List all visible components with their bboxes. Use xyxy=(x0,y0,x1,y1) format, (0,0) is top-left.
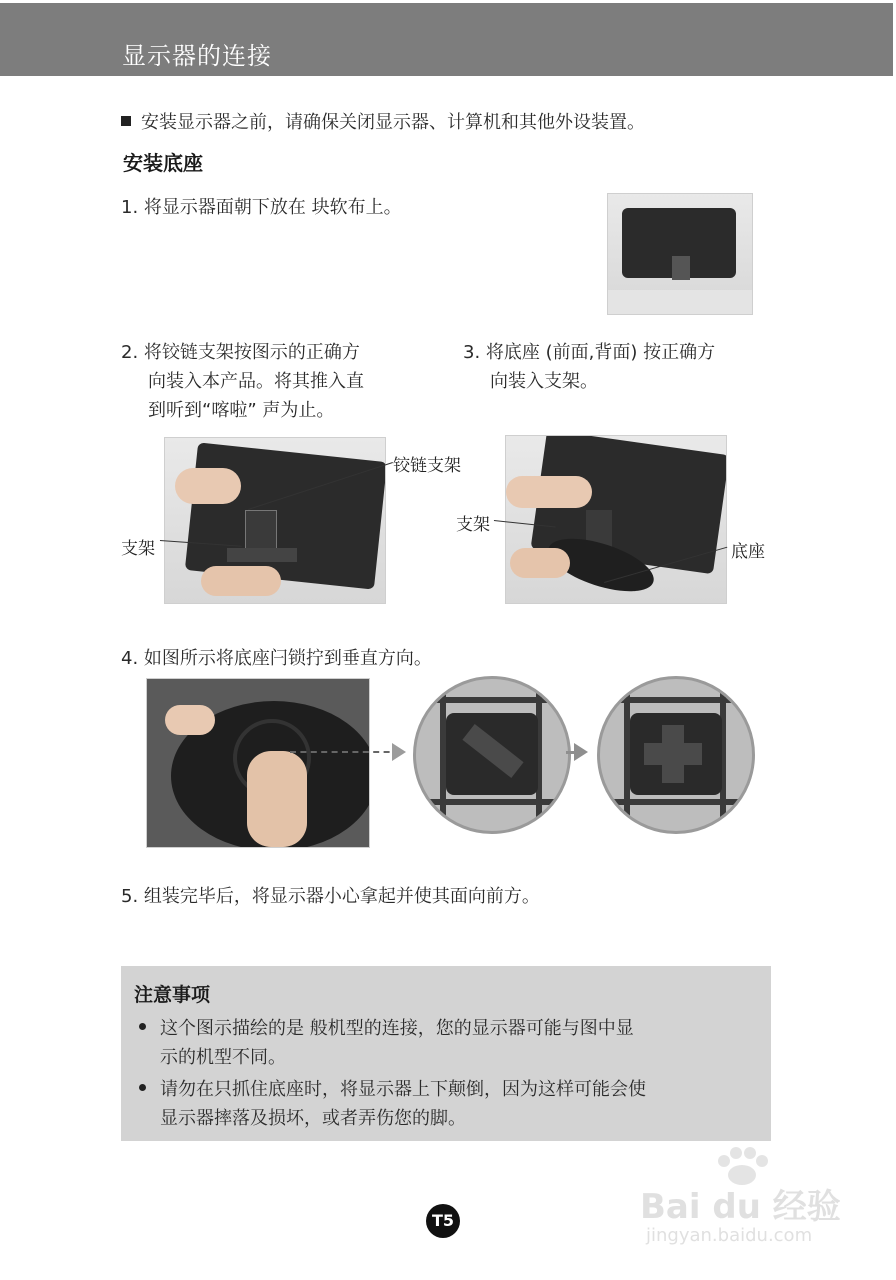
step-1-text: 1. 将显示器面朝下放在 块软布上。 xyxy=(121,197,402,218)
step-3-line-1: 3. 将底座 (前面,背面) 按正确方 xyxy=(463,342,716,363)
note-bullet-1-line-1: 这个图示描绘的是 般机型的连接，您的显示器可能与图中显 xyxy=(160,1018,634,1039)
label-stand-right: 支架 xyxy=(456,515,490,535)
label-base: 底座 xyxy=(731,542,765,562)
label-hinge-bracket: 铰链支架 xyxy=(393,456,461,476)
intro-line xyxy=(121,108,645,137)
label-stand-left: 支架 xyxy=(121,539,155,559)
section-heading: 安装底座 xyxy=(123,151,203,175)
closeup-latch-before xyxy=(413,676,571,834)
note-bullet-2-line-2: 显示器摔落及损坏，或者弄伤您的脚。 xyxy=(160,1108,466,1129)
intro-text: 安装显示器之前，请确保关闭显示器、计算机和其他外设装置。 xyxy=(141,112,645,133)
arrow-shaft xyxy=(566,751,578,754)
note-title: 注意事项 xyxy=(134,984,211,1006)
bullet-dot-icon xyxy=(139,1084,146,1091)
step-3-line-2: 向装入支架。 xyxy=(490,371,598,392)
step-4-text: 4. 如图所示将底座闩锁拧到垂直方向。 xyxy=(121,648,432,669)
step-5-text: 5. 组装完毕后，将显示器小心拿起并使其面向前方。 xyxy=(121,886,540,907)
photo-hinge-bracket-install xyxy=(164,437,386,604)
bullet-dot-icon xyxy=(139,1023,146,1030)
note-bullet-2-line-1: 请勿在只抓住底座时，将显示器上下颠倒，因为这样可能会使 xyxy=(160,1079,646,1100)
watermark-brand: Bai du 经验 xyxy=(640,1187,841,1227)
photo-monitor-face-down xyxy=(607,193,753,315)
watermark-url: jingyan.baidu.com xyxy=(646,1225,813,1246)
page-number: T5 xyxy=(426,1204,460,1238)
arrow-right-icon xyxy=(392,743,406,761)
note-bullet-2 xyxy=(139,1075,646,1104)
dashed-connector xyxy=(290,751,400,753)
baidu-watermark xyxy=(640,1145,870,1255)
step-2-line-2: 向装入本产品。将其推入直 xyxy=(148,371,364,392)
note-bullet-1-line-2: 示的机型不同。 xyxy=(160,1047,286,1068)
square-bullet-icon xyxy=(121,116,131,126)
closeup-latch-after xyxy=(597,676,755,834)
photo-base-latch xyxy=(146,678,370,848)
step-2-line-3: 到听到“喀啦” 声为止。 xyxy=(148,400,335,421)
page-title: 显示器的连接 xyxy=(122,42,272,70)
note-bullet-1 xyxy=(139,1014,634,1043)
step-2-line-1: 2. 将铰链支架按图示的正确方 xyxy=(121,342,360,363)
